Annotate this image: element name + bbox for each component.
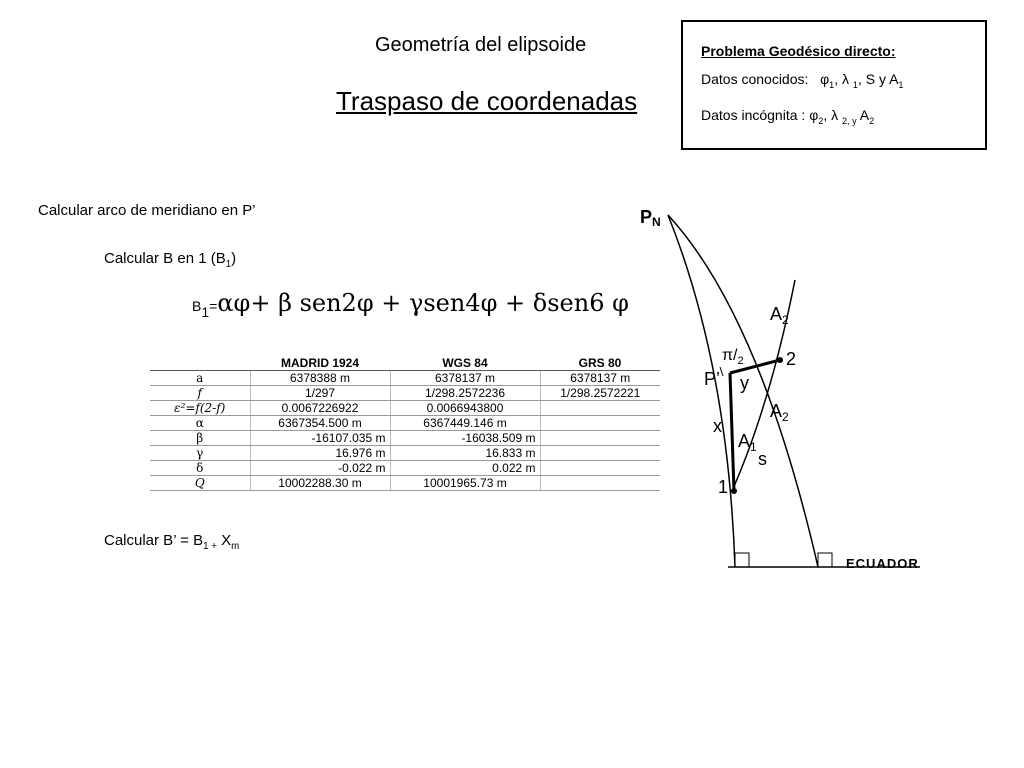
known-data: [701, 71, 903, 90]
table-cell: -16038.509 m: [390, 431, 540, 446]
formula-lhs: B: [192, 298, 202, 314]
param-label: γ: [150, 446, 250, 461]
formula-lhs-sub: 1: [201, 303, 210, 320]
step-bprime-sub2: m: [231, 541, 240, 552]
param-label: ε²=f(2-f): [150, 401, 250, 416]
meridian-through-p: [668, 215, 735, 567]
table-cell: 1/298.2572236: [390, 386, 540, 401]
pole-label-sub: N: [652, 215, 661, 229]
table-cell: -0.022 m: [250, 461, 390, 476]
table-cell: 10002288.30 m: [250, 476, 390, 491]
known-phi-sub: 1: [829, 79, 835, 90]
step-arc: Calcular arco de meridiano en P’: [38, 202, 256, 219]
meridian-diagram: [620, 195, 940, 580]
table-cell: 1/297: [250, 386, 390, 401]
step-bprime: [104, 532, 239, 552]
header-cell: [150, 356, 250, 371]
step-b1: [104, 250, 236, 270]
unknown-phi-sub: 2: [818, 115, 824, 126]
table-row: [150, 431, 660, 446]
param-label: f: [150, 386, 250, 401]
table-cell: 6378137 m: [390, 371, 540, 386]
a2-mid-label: A: [770, 401, 783, 421]
known-phi: φ: [820, 71, 830, 87]
right-angle-2: [818, 553, 832, 567]
table-row: [150, 461, 660, 476]
table-row: [150, 476, 660, 491]
ellipsoid-parameters-table: [150, 356, 660, 491]
formula-body: αφ+ β sen2φ + γsen4φ + δsen6 φ: [217, 289, 629, 317]
table-cell: 6378137 m: [540, 371, 660, 386]
known-s-a: , S y A: [857, 71, 899, 87]
svg-text:A2: [770, 401, 789, 424]
table-cell: -16107.035 m: [250, 431, 390, 446]
table-cell: 0.0066943800: [390, 401, 540, 416]
table-cell: 1/298.2572221: [540, 386, 660, 401]
step-bprime-sub: 1 +: [203, 541, 217, 552]
table-cell: 10001965.73 m: [390, 476, 540, 491]
subtitle: Geometría del elipsoide: [375, 34, 587, 56]
a2-mid-sub: 2: [782, 410, 789, 424]
unknown-a: A: [856, 107, 870, 123]
pole-label: P: [640, 207, 653, 227]
unknown-phi: φ: [809, 107, 819, 123]
known-lambda: , λ: [834, 71, 853, 87]
point-1-dot: [731, 488, 737, 494]
table-row: [150, 386, 660, 401]
svg-text:π/2: [722, 347, 744, 367]
problem-box: [681, 20, 987, 150]
header-cell: MADRID 1924: [250, 356, 390, 371]
svg-text:PN: [640, 207, 661, 229]
pprime-label: P’: [704, 369, 721, 389]
table-row: [150, 371, 660, 386]
table-header-row: [150, 356, 660, 371]
param-label: δ: [150, 461, 250, 476]
table-cell: 16.833 m: [390, 446, 540, 461]
table-row: [150, 446, 660, 461]
table-cell: 0.022 m: [390, 461, 540, 476]
table-cell: 6367449.146 m: [390, 416, 540, 431]
s-label: s: [758, 449, 767, 469]
header-cell: WGS 84: [390, 356, 540, 371]
known-lambda-sub: 1: [852, 79, 858, 90]
b1-formula: [192, 289, 629, 320]
param-label: α: [150, 416, 250, 431]
right-angle-p: [735, 553, 749, 567]
param-label: a: [150, 371, 250, 386]
header-cell: GRS 80: [540, 356, 660, 371]
pi-half-sub: 2: [737, 355, 744, 367]
pi-half-label: π/: [722, 347, 738, 364]
problem-heading: Problema Geodésico directo:: [701, 43, 896, 59]
step-b1-sub: 1: [225, 259, 232, 270]
a2-upper-sub: 2: [782, 313, 789, 327]
param-label: Q: [150, 476, 250, 491]
right-angle-mark: [720, 367, 723, 376]
known-a-sub: 1: [898, 79, 904, 90]
unknown-lambda: , λ: [823, 107, 842, 123]
unknown-data: [701, 107, 874, 126]
known-label: Datos conocidos:: [701, 71, 809, 87]
table-cell: 6378388 m: [250, 371, 390, 386]
a1-sub: 1: [750, 440, 757, 454]
point-1-label: 1: [718, 477, 729, 497]
page-title: Traspaso de coordenadas: [336, 86, 638, 116]
table-row: [150, 416, 660, 431]
table-cell: 16.976 m: [250, 446, 390, 461]
unknown-lambda-sub: 2, y: [842, 115, 857, 126]
y-label: y: [740, 373, 749, 393]
param-label: β: [150, 431, 250, 446]
table-cell: 6367354.500 m: [250, 416, 390, 431]
point-2-label: 2: [786, 349, 797, 369]
a1-label: A: [738, 431, 751, 451]
a2-upper-label: A: [770, 304, 783, 324]
unknown-a-sub: 2: [869, 115, 875, 126]
x-segment: [730, 373, 734, 491]
step-bprime-text: Calcular B’ = B: [104, 532, 204, 549]
equator-label: ECUADOR: [846, 556, 919, 571]
x-label: x: [713, 416, 722, 436]
step-b1-end: ): [231, 250, 237, 267]
step-b1-text: Calcular B en 1 (B: [104, 250, 226, 267]
point-2-dot: [777, 357, 783, 363]
step-bprime-x: X: [216, 532, 232, 549]
unknown-label: Datos incógnita :: [701, 107, 806, 123]
table-row: [150, 401, 660, 416]
svg-text:A2: [770, 304, 789, 327]
formula-eq: =: [209, 298, 218, 314]
table-cell: 0.0067226922: [250, 401, 390, 416]
